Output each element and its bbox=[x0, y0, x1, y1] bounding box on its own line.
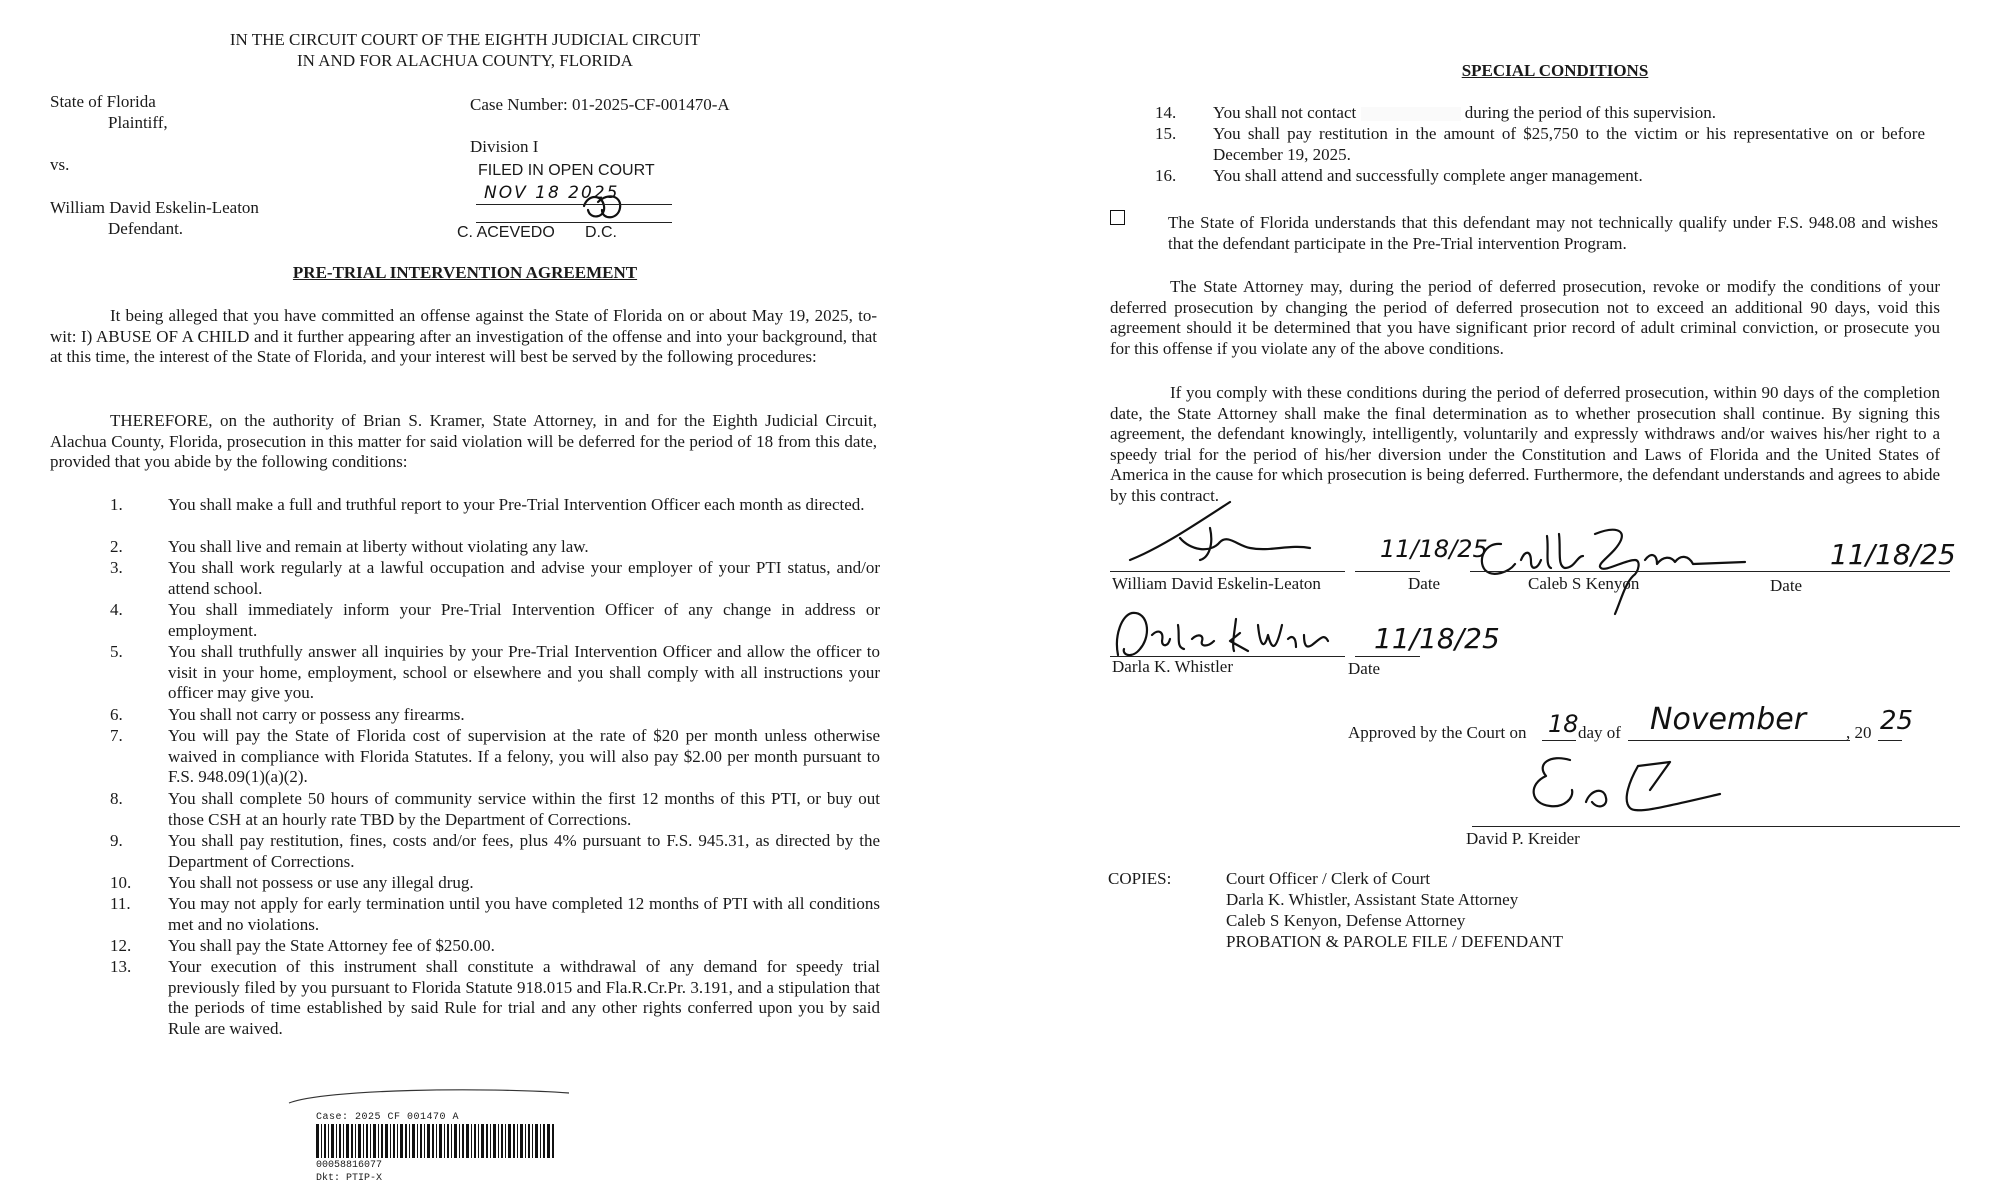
condition-text: You shall attend and successfully complete anger management. bbox=[1213, 166, 1643, 185]
condition-text: You shall live and remain at liberty without violating any law. bbox=[168, 537, 589, 556]
approval-month-handwritten: November bbox=[1650, 702, 1807, 737]
condition-number: 10. bbox=[110, 873, 132, 892]
condition-text: You shall make a full and truthful report to your Pre-Trial Intervention Officer each month as directed. bbox=[168, 495, 865, 514]
attorney-signature-label: Caleb S Kenyon bbox=[1528, 574, 1640, 593]
approval-prefix: Approved by the Court on bbox=[1348, 723, 1527, 742]
condition-number: 7. bbox=[110, 726, 123, 745]
condition-text: You will pay the State of Florida cost of supervision at the rate of $20 per month unless otherwise waived in compliance with Florida Statutes. If a felony, you will also pay $2.00 per month pursuant to F.S. 948.09(1)(a)(2). bbox=[168, 726, 880, 786]
case-barcode bbox=[316, 1124, 556, 1158]
condition-number: 5. bbox=[110, 642, 123, 661]
filed-stamp-clerk-suffix: D.C. bbox=[585, 224, 617, 241]
condition-text: You shall pay restitution, fines, costs and/or fees, plus 4% pursuant to F.S. 945.31, as directed by the Department of Corrections. bbox=[168, 831, 880, 871]
plaintiff-name: State of Florida bbox=[50, 92, 156, 111]
condition-14-text-after: during the period of this supervision. bbox=[1464, 103, 1716, 122]
defendant-role: Defendant. bbox=[108, 219, 184, 238]
redacted-name-box bbox=[1361, 107, 1461, 121]
condition-number: 11. bbox=[110, 894, 131, 913]
copies-item: Darla K. Whistler, Assistant State Attorney bbox=[1226, 890, 1519, 909]
approval-mid: day of bbox=[1578, 723, 1621, 742]
attorney-signature-line bbox=[1470, 571, 1950, 572]
agreement-title: PRE-TRIAL INTERVENTION AGREEMENT bbox=[292, 263, 638, 282]
approval-year-prefix: , 20 bbox=[1846, 723, 1872, 742]
approval-year-line bbox=[1878, 740, 1902, 741]
special-conditions-title: SPECIAL CONDITIONS bbox=[1461, 61, 1649, 80]
judge-signature bbox=[1520, 750, 1760, 830]
condition-number: 13. bbox=[110, 957, 132, 976]
condition-number: 14. bbox=[1155, 103, 1177, 122]
defendant-signature bbox=[1120, 498, 1320, 568]
barcode-id: 00058816077 bbox=[316, 1160, 383, 1171]
condition-text: You shall immediately inform your Pre-Trial Intervention Officer of any change in address or employment. bbox=[168, 600, 880, 640]
copies-item: Court Officer / Clerk of Court bbox=[1226, 869, 1431, 888]
clerk-initials-mark bbox=[578, 190, 628, 224]
condition-number: 8. bbox=[110, 789, 123, 808]
condition-text: You shall work regularly at a lawful occupation and advise your employer of your PTI status, and/or attend school. bbox=[168, 558, 880, 598]
attorney-date-handwritten: 11/18/25 bbox=[1830, 538, 1956, 571]
condition-number: 6. bbox=[110, 705, 123, 724]
copies-label: COPIES: bbox=[1108, 869, 1172, 888]
condition-text: You shall truthfully answer all inquiries by your Pre-Trial Intervention Officer and allow the officer to visit in your home, employment, school or elsewhere and you shall comply with all instructions your officer may give you. bbox=[168, 642, 880, 702]
defendant-signature-line bbox=[1110, 571, 1345, 572]
condition-14-text-before: You shall not contact bbox=[1213, 103, 1357, 122]
therefore-paragraph: THEREFORE, on the authority of Brian S. Kramer, State Attorney, in and for the Eighth Judicial Circuit, Alachua County, Florida, prosecution in this matter for said violation will be deferred for the period of 18 from this date, provided that you abide by the following conditions: bbox=[50, 411, 877, 471]
page-left bbox=[0, 0, 900, 1197]
filed-stamp-clerk: C. ACEVEDO bbox=[457, 224, 555, 241]
filed-stamp-rule-1 bbox=[476, 204, 672, 205]
condition-number: 9. bbox=[110, 831, 123, 850]
condition-text: You shall pay restitution in the amount of $25,750 to the victim or his representative on or before December 19, 2025. bbox=[1213, 124, 1925, 164]
prosecutor-date-label: Date bbox=[1348, 659, 1381, 678]
attorney-date-label: Date bbox=[1770, 576, 1803, 595]
court-header-line-1: IN THE CIRCUIT COURT OF THE EIGHTH JUDICIAL CIRCUIT bbox=[229, 30, 701, 49]
condition-number: 3. bbox=[110, 558, 123, 577]
filed-stamp-heading: FILED IN OPEN COURT bbox=[478, 162, 655, 179]
condition-number: 4. bbox=[110, 600, 123, 619]
comply-paragraph: If you comply with these conditions during the period of deferred prosecution, within 90 days of the completion date, the State Attorney shall make the final determination as to whether prosecution shall continue. By signing this agreement, the defendant knowingly, intelligently, voluntarily and expressly withdraws and/or waives his/her right to a speedy trial for the period of his/her diversion under the Constitution and Laws of Florida and the United States of America in the cause for which prosecution is being deferred. Furthermore, the defendant understands and agrees to abide by this contract. bbox=[1110, 383, 1940, 505]
condition-14-text bbox=[1213, 103, 1993, 124]
condition-text: You may not apply for early termination until you have completed 12 months of PTI with all conditions met and no violations. bbox=[168, 894, 880, 934]
attorney-signature bbox=[1475, 520, 1755, 620]
condition-text: You shall complete 50 hours of community service within the first 12 months of this PTI, or buy out those CSH at an hourly rate TBD by the Department of Corrections. bbox=[168, 789, 880, 829]
prosecutor-date-handwritten: 11/18/25 bbox=[1374, 622, 1500, 655]
copies-item: Caleb S Kenyon, Defense Attorney bbox=[1226, 911, 1466, 930]
condition-text: You shall not carry or possess any firearms. bbox=[168, 705, 465, 724]
pti-qualification-checkbox[interactable] bbox=[1110, 210, 1125, 225]
filed-stamp-date: NOV 18 2025 bbox=[484, 183, 620, 203]
prosecutor-date-line bbox=[1355, 656, 1420, 657]
defendant-date-label: Date bbox=[1408, 574, 1441, 593]
intro-paragraph: It being alleged that you have committed an offense against the State of Florida on or about May 19, 2025, to-wit: I) ABUSE OF A CHILD and it further appearing after an investigation of the offense and into your background, that at this time, the interest of the State of Florida, and your interest will best be served by the following procedures: bbox=[50, 306, 877, 366]
plaintiff-role: Plaintiff, bbox=[108, 113, 168, 132]
filed-stamp-rule-2 bbox=[476, 222, 672, 223]
barcode-case-label: Case: 2025 CF 001470 A bbox=[316, 1112, 460, 1123]
checkbox-statement: The State of Florida understands that this defendant may not technically qualify under F.S. 948.08 and wishes that the defendant participate in the Pre-Trial intervention Program. bbox=[1168, 213, 1938, 253]
condition-number: 12. bbox=[110, 936, 132, 955]
condition-number: 15. bbox=[1155, 124, 1177, 143]
page-right bbox=[1090, 0, 1990, 1197]
division-label: Division I bbox=[470, 137, 539, 156]
court-header-line-2: IN AND FOR ALACHUA COUNTY, FLORIDA bbox=[297, 51, 633, 70]
sticker-edge-curve bbox=[285, 1085, 575, 1105]
condition-text: Your execution of this instrument shall constitute a withdrawal of any demand for speedy trial previously filed by you pursuant to Florida Statute 918.015 and Fla.R.Cr.Pr. 3.191, and a stipulation that the periods of time established by said Rule for trial and any other rights conferred upon you by said Rule are waived. bbox=[168, 957, 880, 1038]
versus-label: vs. bbox=[50, 155, 70, 174]
defendant-signature-label: William David Eskelin-Leaton bbox=[1112, 574, 1321, 593]
judge-signature-line bbox=[1472, 826, 1960, 827]
revoke-paragraph: The State Attorney may, during the period of deferred prosecution, revoke or modify the conditions of your deferred prosecution by changing the period of deferred prosecution not to exceed an additional 90 days, void this agreement should it be determined that you have significant prior record of adult criminal conviction, or prosecute you for this offense if you violate any of the above conditions. bbox=[1110, 277, 1940, 358]
judge-signature-label: David P. Kreider bbox=[1466, 829, 1580, 848]
approval-day-line bbox=[1542, 740, 1576, 741]
condition-number: 2. bbox=[110, 537, 123, 556]
copies-item: PROBATION & PAROLE FILE / DEFENDANT bbox=[1226, 932, 1564, 951]
defendant-date-handwritten: 11/18/25 bbox=[1380, 535, 1488, 563]
barcode-docket: Dkt: PTIP-X bbox=[316, 1173, 383, 1184]
condition-number: 1. bbox=[110, 495, 123, 514]
case-number: Case Number: 01-2025-CF-001470-A bbox=[470, 95, 730, 114]
defendant-date-line bbox=[1355, 571, 1420, 572]
defendant-name: William David Eskelin-Leaton bbox=[50, 198, 259, 217]
condition-text: You shall not possess or use any illegal drug. bbox=[168, 873, 474, 892]
prosecutor-signature-label: Darla K. Whistler bbox=[1112, 657, 1234, 676]
approval-month-line bbox=[1628, 740, 1850, 741]
approval-year-handwritten: 25 bbox=[1880, 706, 1914, 736]
condition-number: 16. bbox=[1155, 166, 1177, 185]
approval-day-handwritten: 18 bbox=[1548, 710, 1579, 738]
condition-text: You shall pay the State Attorney fee of $250.00. bbox=[168, 936, 495, 955]
